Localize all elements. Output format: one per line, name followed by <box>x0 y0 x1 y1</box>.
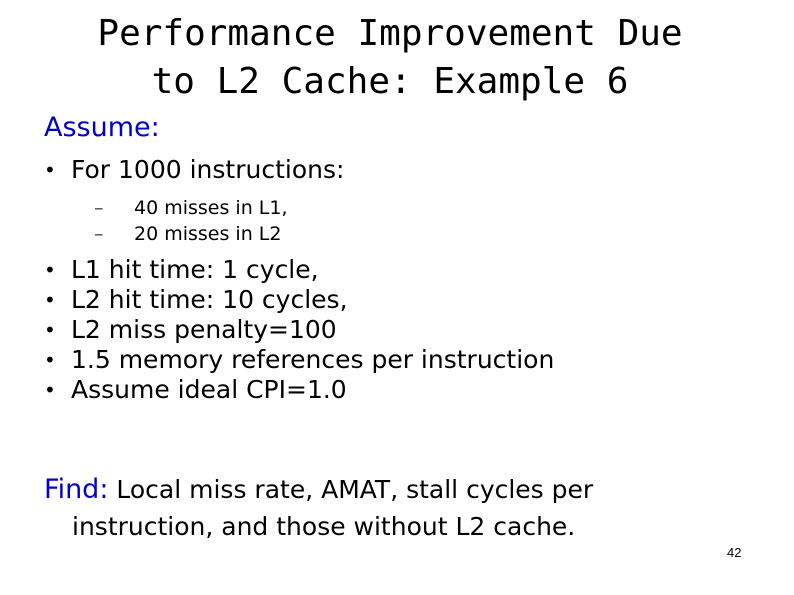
title-line-1: Performance Improvement Due <box>97 13 683 54</box>
bullet-item: • 1.5 memory references per instruction <box>44 345 554 375</box>
assumption-list <box>44 155 554 405</box>
bullet-item: • L2 hit time: 10 cycles, <box>44 285 554 315</box>
find-label: Find: <box>44 474 109 505</box>
bullet-item: • L2 miss penalty=100 <box>44 315 554 345</box>
bullet-text: For 1000 instructions: <box>71 155 345 184</box>
sub-bullet-item: – 20 misses in L2 <box>94 221 554 247</box>
bullet-item: • L1 hit time: 1 cycle, <box>44 255 554 285</box>
find-statement <box>44 475 593 505</box>
assume-heading: Assume: <box>44 112 160 143</box>
bullet-item <box>44 155 554 247</box>
bullet-item: • Assume ideal CPI=1.0 <box>44 375 554 405</box>
sub-bullet-list <box>71 195 554 247</box>
find-text-line-2: instruction, and those without L2 cache. <box>72 512 576 541</box>
find-text-line-1: Local miss rate, AMAT, stall cycles per <box>116 475 594 504</box>
title-line-2: to L2 Cache: Example 6 <box>151 61 629 102</box>
page-number: 42 <box>727 545 742 560</box>
slide-title <box>0 10 780 106</box>
sub-bullet-item: – 40 misses in L1, <box>94 195 554 221</box>
